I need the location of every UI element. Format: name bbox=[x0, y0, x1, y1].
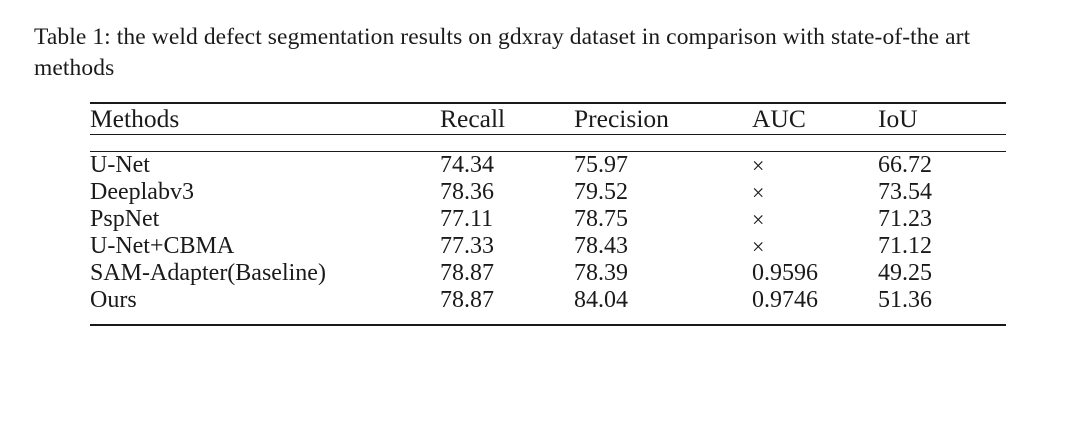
cell-method: Ours bbox=[90, 287, 440, 325]
cell-recall: 77.11 bbox=[440, 206, 494, 233]
cell-iou: 49.25 bbox=[878, 260, 932, 287]
table-body bbox=[90, 135, 1006, 326]
column-header-precision: Precision bbox=[574, 103, 752, 135]
table-container bbox=[34, 102, 1046, 326]
column-header-methods: Methods bbox=[90, 103, 440, 135]
column-header-auc: AUC bbox=[752, 103, 878, 135]
table-row bbox=[90, 152, 1006, 180]
cell-auc: × bbox=[752, 152, 765, 178]
cell-precision: 75.97 bbox=[574, 152, 628, 179]
cell-iou: 66.72 bbox=[878, 152, 932, 179]
table-row bbox=[90, 260, 1006, 287]
table-row bbox=[90, 206, 1006, 233]
column-header-iou: IoU bbox=[878, 103, 1006, 135]
cell-iou: 71.23 bbox=[878, 206, 932, 233]
cell-auc: × bbox=[752, 206, 765, 232]
rule-cell bbox=[90, 135, 440, 152]
table-row bbox=[90, 179, 1006, 206]
cell-precision: 78.75 bbox=[574, 206, 628, 233]
column-header-recall: Recall bbox=[440, 103, 574, 135]
cell-iou: 51.36 bbox=[878, 287, 1006, 325]
cell-auc: 0.9746 bbox=[752, 287, 878, 325]
cell-precision: 84.04 bbox=[574, 287, 752, 325]
table-caption: Table 1: the weld defect segmentation results on gdxray dataset in comparison with state-of-the art methods bbox=[34, 24, 971, 82]
cell-recall: 77.33 bbox=[440, 233, 494, 260]
cell-auc: × bbox=[752, 179, 765, 205]
cell-auc: 0.9596 bbox=[752, 260, 818, 287]
cell-method: Deeplabv3 bbox=[90, 179, 194, 206]
table-row bbox=[90, 287, 1006, 325]
rule-cell bbox=[574, 135, 752, 152]
header-separator-rule bbox=[90, 135, 1006, 152]
results-table bbox=[90, 102, 1006, 326]
table-row bbox=[90, 233, 1006, 260]
table-header bbox=[90, 103, 1006, 135]
table-header-row bbox=[90, 103, 1006, 135]
rule-cell bbox=[752, 135, 878, 152]
cell-iou: 73.54 bbox=[878, 179, 932, 206]
rule-cell bbox=[878, 135, 1006, 152]
cell-recall: 74.34 bbox=[440, 152, 494, 179]
cell-precision: 78.43 bbox=[574, 233, 628, 260]
cell-method: SAM-Adapter(Baseline) bbox=[90, 260, 326, 287]
cell-method: PspNet bbox=[90, 206, 160, 233]
cell-recall: 78.36 bbox=[440, 179, 494, 206]
rule-cell bbox=[440, 135, 574, 152]
cell-precision: 78.39 bbox=[574, 260, 628, 287]
cell-precision: 79.52 bbox=[574, 179, 628, 206]
cell-recall: 78.87 bbox=[440, 287, 574, 325]
cell-method: U-Net bbox=[90, 152, 150, 179]
cell-method: U-Net+CBMA bbox=[90, 233, 235, 260]
cell-recall: 78.87 bbox=[440, 260, 494, 287]
cell-iou: 71.12 bbox=[878, 233, 932, 260]
cell-auc: × bbox=[752, 233, 765, 259]
